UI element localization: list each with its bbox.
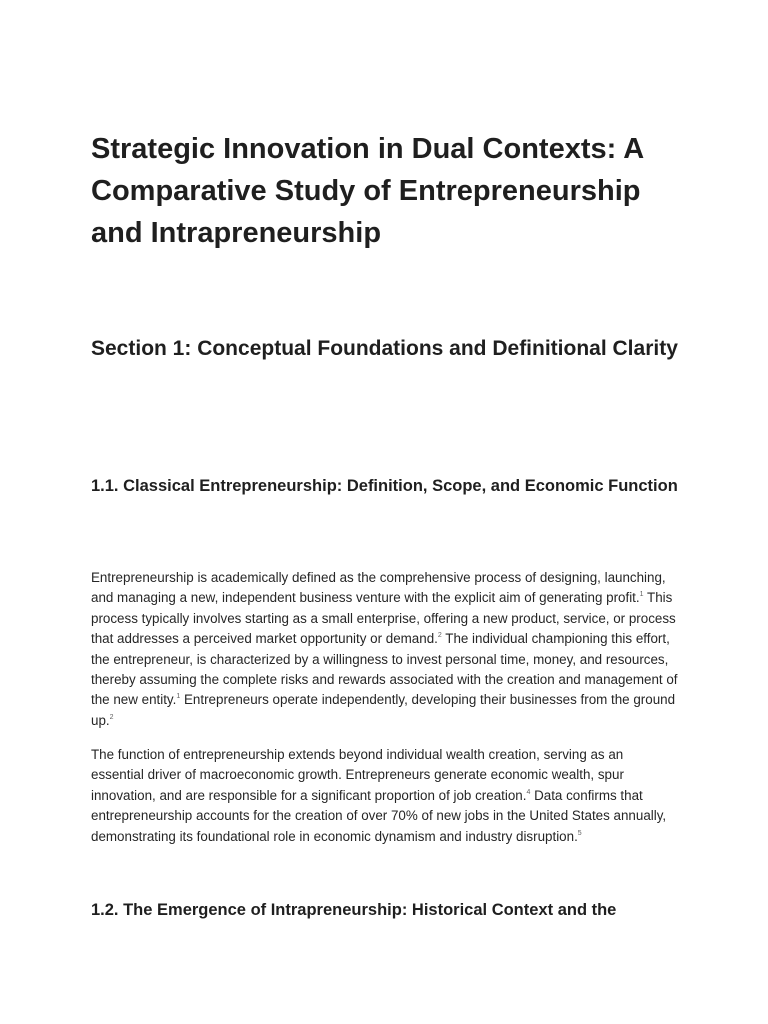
subsection-heading: 1.1. Classical Entrepreneurship: Definition, Scope, and Economic Function xyxy=(91,477,678,495)
body-paragraph xyxy=(91,745,679,847)
citation-marker[interactable]: 4 xyxy=(526,788,531,796)
citation-marker[interactable]: 2 xyxy=(109,713,114,721)
sentence: Data confirms that entrepreneurship accounts for the creation of over 70% of new jobs in the United States annually, demonstrating its foundational role in economic dynamism and industry disruption. xyxy=(91,787,667,844)
citation-marker[interactable]: 5 xyxy=(577,829,582,837)
sentence: Entrepreneurs operate independently, developing their businesses from the ground up. xyxy=(91,692,676,728)
section-heading: Section 1: Conceptual Foundations and Definitional Clarity xyxy=(91,337,678,360)
sentence: The individual championing this effort, the entrepreneur, is characterized by a willingness to invest personal time, money, and resources, thereby assuming the complete risks and rewards associated with the creation and management of the new entity. xyxy=(91,631,678,708)
subsection-heading: 1.2. The Emergence of Intrapreneurship: Historical Context and the xyxy=(91,901,617,919)
citation-marker[interactable]: 1 xyxy=(639,591,644,599)
sentence: This process typically involves starting as a small enterprise, offering a new product, service, or process that addresses a perceived market opportunity or demand. xyxy=(91,590,676,647)
citation-marker[interactable]: 1 xyxy=(176,693,181,701)
sentence: The function of entrepreneurship extends beyond individual wealth creation, serving as an essential driver of macroeconomic growth. Entrepreneurs generate economic wealth, spur innovation, and are responsible for a significant proportion of job creation. xyxy=(91,747,624,803)
citation-marker[interactable]: 2 xyxy=(437,632,442,640)
body-paragraph xyxy=(91,568,679,731)
document-title: Strategic Innovation in Dual Contexts: A Comparative Study of Entrepreneurship and Intrapreneurship xyxy=(91,133,644,249)
sentence: Entrepreneurship is academically defined as the comprehensive process of designing, launching, and managing a new, independent business venture with the explicit aim of generating profit. xyxy=(91,570,666,606)
